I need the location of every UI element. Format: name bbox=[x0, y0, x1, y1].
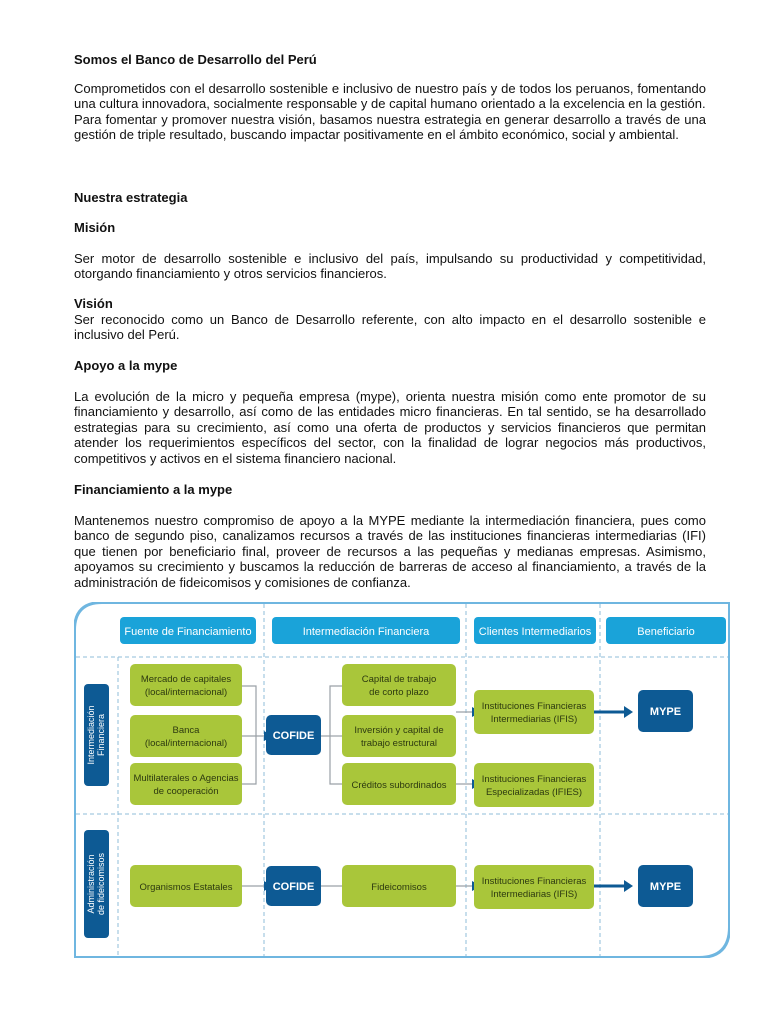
client-ifies bbox=[474, 763, 594, 807]
apoyo-text: La evolución de la micro y pequeña empresa (mype), orienta nuestra misión como ente promotor de su financiamiento y desarrollo, así como de las entidades micro financieras. En tal sentido, se ha desarrollado estrategias para su crecimiento, así como una oferta de productos y servicios financieros que permitan atender los requerimientos específicos del sector, con la finalidad de lograr negocios más productivos, competitivos y activos en el sistema financiero nacional. bbox=[74, 389, 706, 466]
source-banca-line1: Banca bbox=[172, 725, 200, 736]
vision-heading: Visión bbox=[74, 296, 113, 311]
strategy-heading: Nuestra estrategia bbox=[74, 190, 188, 205]
client-ifis-row2 bbox=[474, 865, 594, 909]
client-ifies-line2: Especializadas (IFIES) bbox=[485, 787, 583, 798]
vision-text: Ser reconocido como un Banco de Desarrollo referente, con alto impacto en el desarrollo sostenible e inclusivo del Perú. bbox=[74, 312, 706, 343]
mype-row2 bbox=[638, 865, 693, 907]
product-fideicomisos-label: Fideicomisos bbox=[371, 882, 427, 893]
source-multilaterales-line2: de cooperación bbox=[153, 786, 219, 797]
mision-heading: Misión bbox=[74, 220, 116, 235]
client-ifies-line1: Instituciones Financieras bbox=[481, 774, 587, 785]
mype-row1 bbox=[638, 690, 693, 732]
cofide-row2-label: COFIDE bbox=[272, 881, 315, 893]
source-organismos-label: Organismos Estatales bbox=[139, 882, 233, 893]
client-ifis bbox=[474, 690, 594, 734]
page-title: Somos el Banco de Desarrollo del Perú bbox=[74, 52, 317, 67]
row1-label-line2: Financiera bbox=[96, 713, 106, 757]
header-intermediacion-label: Intermediación Financiera bbox=[302, 626, 430, 638]
source-banca bbox=[130, 715, 242, 757]
cofide-row2 bbox=[266, 866, 321, 906]
header-fuente-label: Fuente de Financiamiento bbox=[124, 626, 252, 638]
source-mercado-line1: Mercado de capitales bbox=[140, 674, 232, 685]
row1-label bbox=[84, 684, 109, 786]
financ-heading: Financiamiento a la mype bbox=[74, 482, 233, 497]
mype-row2-label: MYPE bbox=[649, 881, 682, 893]
product-capital-trabajo bbox=[342, 664, 456, 706]
header-fuente bbox=[120, 617, 256, 644]
source-mercado bbox=[130, 664, 242, 706]
header-beneficiario-label: Beneficiario bbox=[637, 626, 695, 638]
header-beneficiario bbox=[606, 617, 726, 644]
product-inversion-line2: trabajo estructural bbox=[360, 738, 438, 749]
intro-paragraph-2: Para fomentar y promover nuestra visión, basamos nuestra estrategia en generar desarrollo a través de una gestión de triple resultado, buscando impactar positivamente en el ámbito económico, social y ambiental. bbox=[74, 111, 706, 143]
product-inversion-line1: Inversión y capital de bbox=[354, 725, 444, 736]
apoyo-heading: Apoyo a la mype bbox=[74, 358, 178, 373]
source-multilaterales bbox=[130, 763, 242, 805]
product-capital-line2: de corto plazo bbox=[369, 687, 429, 698]
financ-text: Mantenemos nuestro compromiso de apoyo a la MYPE mediante la intermediación financiera, pues como banco de segundo piso, canalizamos recursos a través de las instituciones financieras intermediarias (IFI) que tienen por beneficiario final, proveer de recursos a las pequeñas y medianas empresas. Asimismo, apoyamos su crecimiento y buscamos la reducción de barreras de acceso al financiamiento, a través de la administración de fideicomisos y comisiones de confianza. bbox=[74, 513, 706, 590]
cofide-row1 bbox=[266, 715, 321, 755]
client-ifis-line2: Intermediarias (IFIS) bbox=[490, 714, 578, 725]
product-fideicomisos bbox=[342, 865, 456, 907]
row2-label-line2: de fideicomisos bbox=[96, 852, 106, 916]
row1-label-line1: Intermediación bbox=[86, 705, 96, 765]
header-clientes-label: Clientes Intermediarios bbox=[478, 626, 592, 638]
mype-row1-label: MYPE bbox=[649, 706, 682, 718]
intro-paragraph: Comprometidos con el desarrollo sostenible e inclusivo de nuestro país y de todos los peruanos, fomentando una cultura innovadora, socialmente responsable y de capital humano orientado a la excelencia en la gestión. bbox=[74, 81, 706, 112]
product-inversion bbox=[342, 715, 456, 757]
header-clientes bbox=[474, 617, 596, 644]
source-organismos bbox=[130, 865, 242, 907]
product-creditos bbox=[342, 763, 456, 805]
cofide-row1-label: COFIDE bbox=[272, 730, 315, 742]
row2-label bbox=[84, 830, 109, 938]
header-intermediacion bbox=[272, 617, 460, 644]
client-ifis-line1: Instituciones Financieras bbox=[481, 701, 587, 712]
source-banca-line2: (local/internacional) bbox=[144, 738, 228, 749]
source-mercado-line2: (local/internacional) bbox=[144, 687, 228, 698]
intro-block bbox=[74, 81, 706, 143]
product-capital-line1: Capital de trabajo bbox=[361, 674, 437, 685]
source-multilaterales-line1: Multilaterales o Agencias bbox=[133, 773, 239, 784]
client-ifis-row2-line2: Intermediarias (IFIS) bbox=[490, 889, 578, 900]
financing-diagram bbox=[74, 602, 730, 958]
client-ifis-row2-line1: Instituciones Financieras bbox=[481, 876, 587, 887]
mision-text: Ser motor de desarrollo sostenible e inclusivo del país, impulsando su productividad y competitividad, otorgando financiamiento y otros servicios financieros. bbox=[74, 251, 706, 282]
product-creditos-label: Créditos subordinados bbox=[351, 780, 447, 791]
row2-label-line1: Administración bbox=[86, 854, 96, 914]
